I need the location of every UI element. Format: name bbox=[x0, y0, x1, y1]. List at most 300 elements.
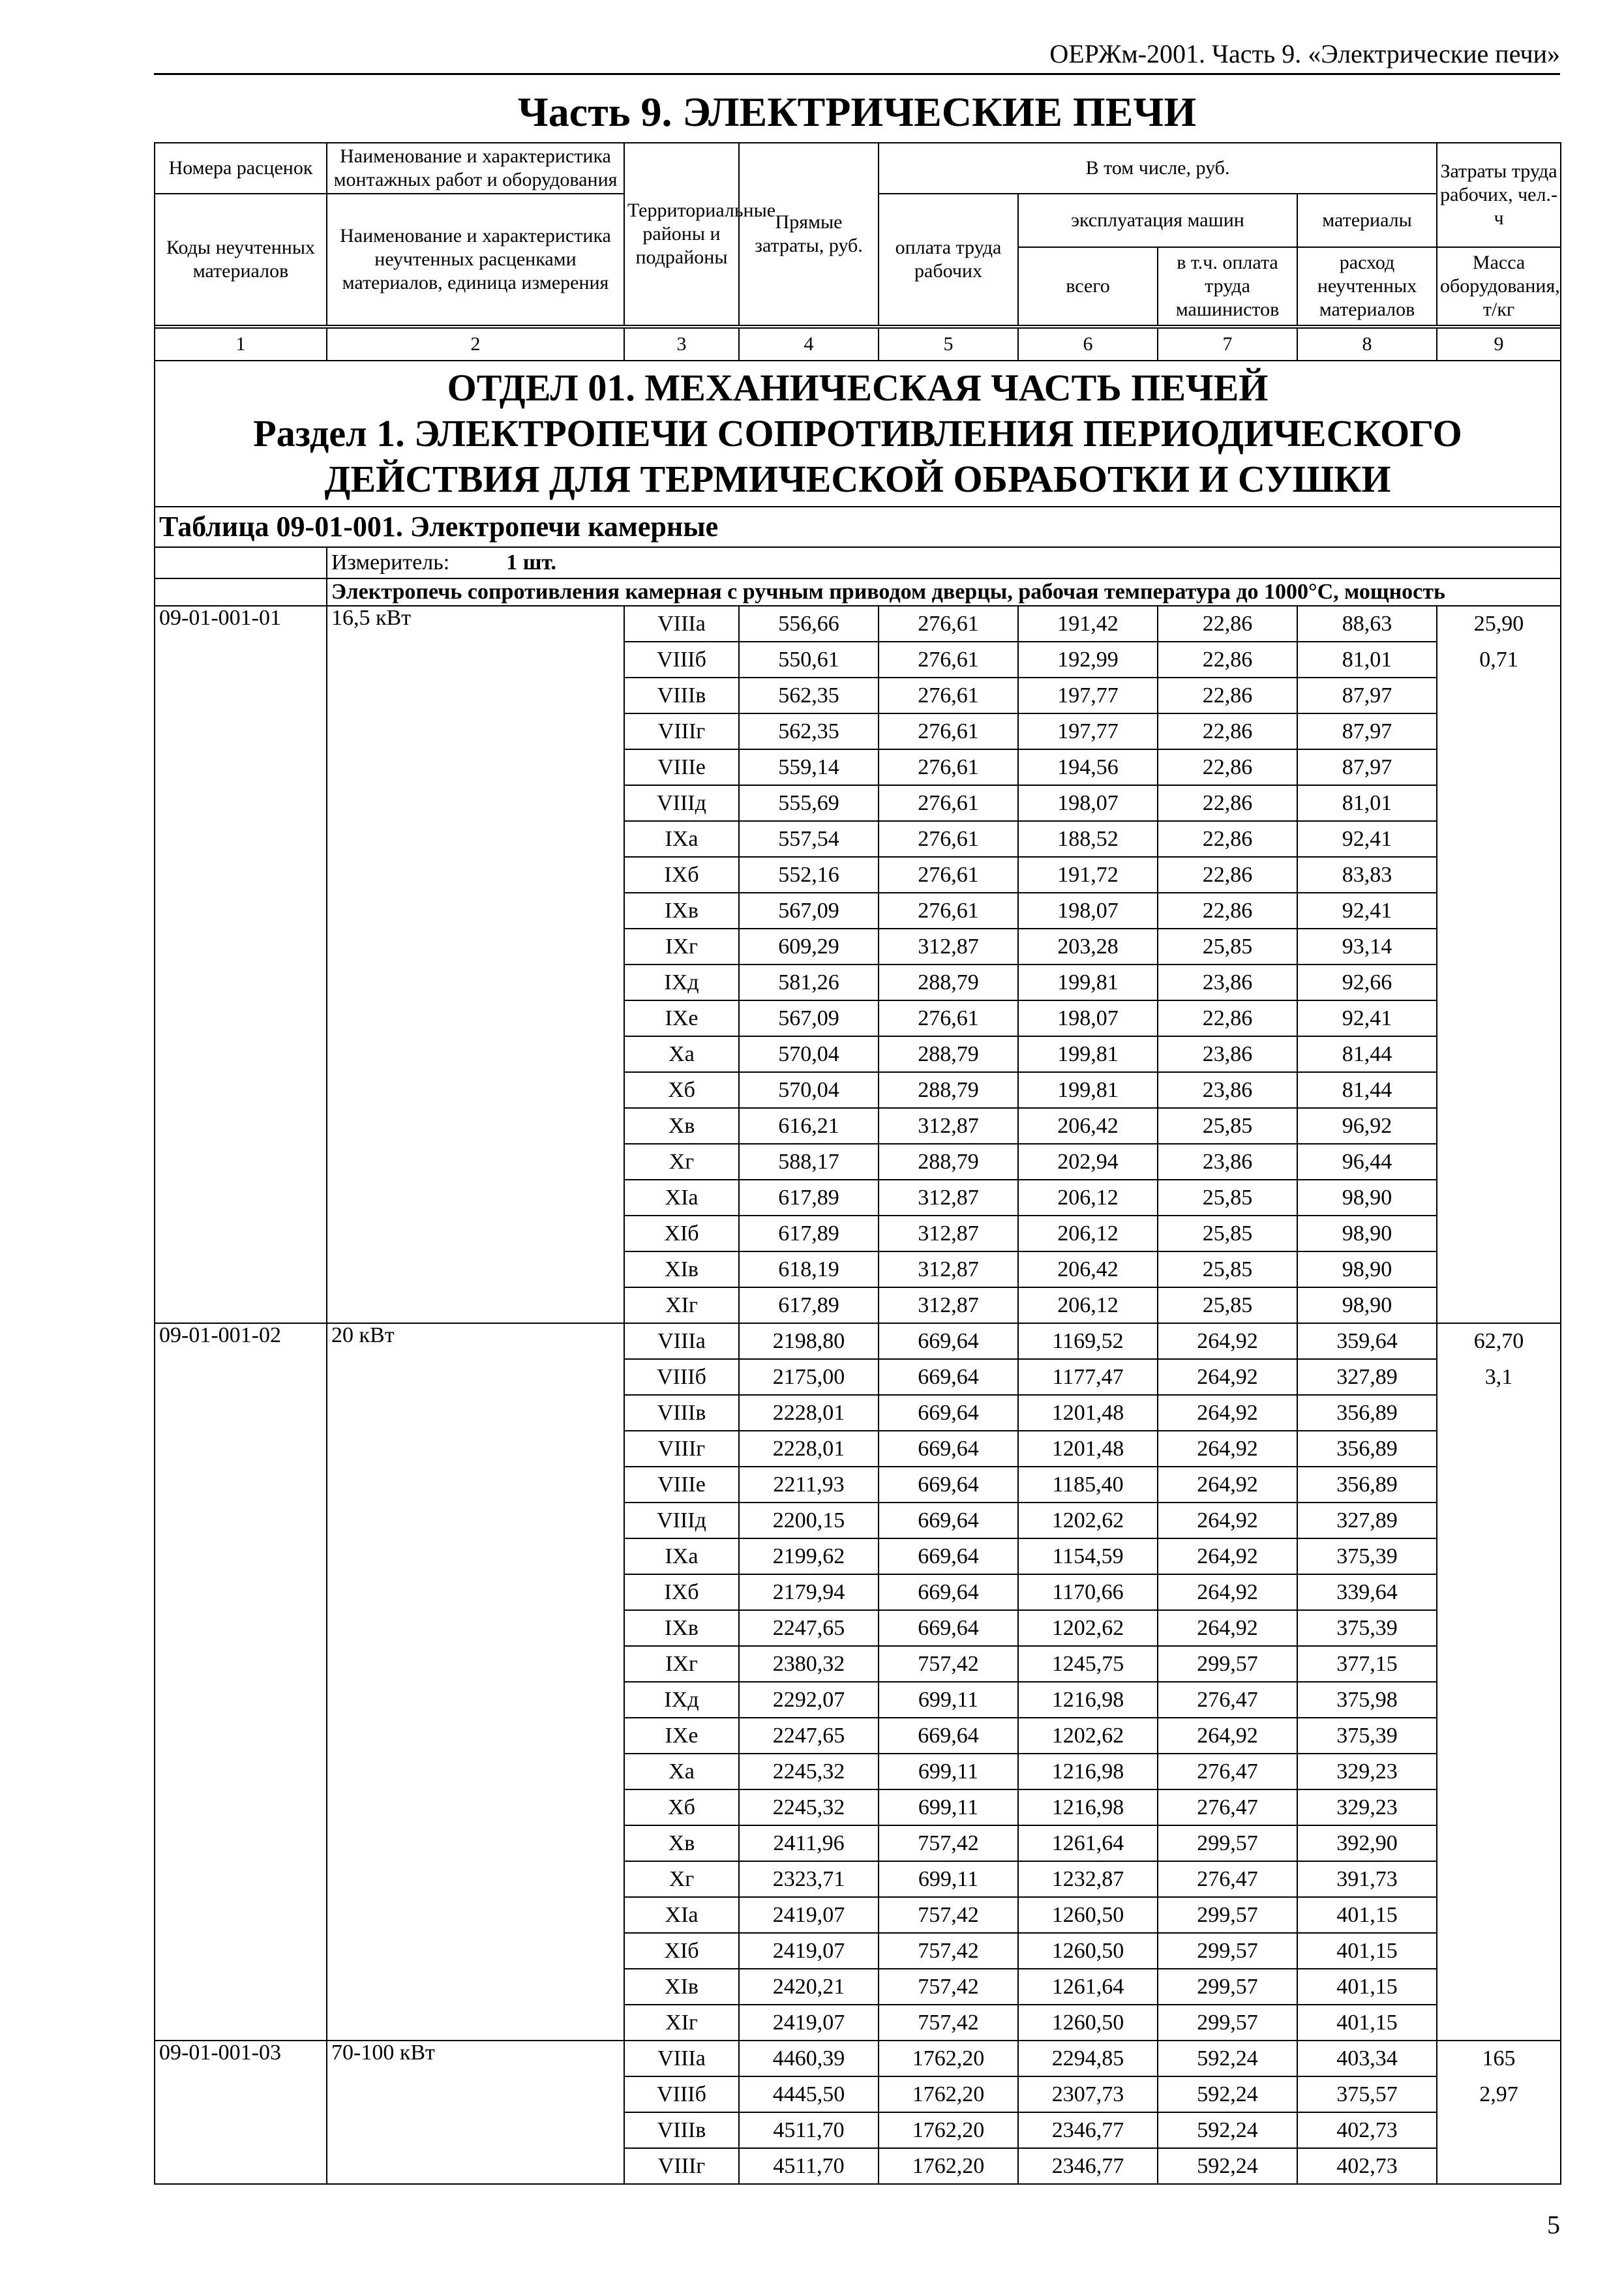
machinist-pay-cell: 592,24 bbox=[1158, 2076, 1297, 2112]
machinist-pay-cell: 25,85 bbox=[1158, 1251, 1297, 1287]
materials-cell: 375,39 bbox=[1297, 1538, 1437, 1574]
machinist-pay-cell: 23,86 bbox=[1158, 1144, 1297, 1180]
worker-pay-cell: 699,11 bbox=[879, 1861, 1018, 1897]
worker-pay-cell: 312,87 bbox=[879, 1287, 1018, 1323]
machinist-pay-cell: 264,92 bbox=[1158, 1503, 1297, 1538]
machinist-pay-cell: 22,86 bbox=[1158, 642, 1297, 678]
header-materials: материалы bbox=[1297, 194, 1437, 247]
direct-costs-cell: 2211,93 bbox=[739, 1467, 879, 1503]
materials-cell: 327,89 bbox=[1297, 1359, 1437, 1395]
direct-costs-cell: 2292,07 bbox=[739, 1682, 879, 1718]
empty-cell bbox=[1437, 1144, 1561, 1180]
direct-costs-cell: 2228,01 bbox=[739, 1431, 879, 1467]
machines-total-cell: 1216,98 bbox=[1018, 1789, 1158, 1825]
materials-cell: 356,89 bbox=[1297, 1395, 1437, 1431]
table-title: Таблица 09-01-001. Электропечи камерные bbox=[155, 507, 1561, 547]
direct-costs-cell: 581,26 bbox=[739, 965, 879, 1000]
direct-costs-cell: 567,09 bbox=[739, 893, 879, 929]
machinist-pay-cell: 22,86 bbox=[1158, 785, 1297, 821]
machinist-pay-cell: 299,57 bbox=[1158, 1897, 1297, 1933]
materials-cell: 93,14 bbox=[1297, 929, 1437, 965]
materials-cell: 401,15 bbox=[1297, 1969, 1437, 2005]
machinist-pay-cell: 299,57 bbox=[1158, 1969, 1297, 2005]
district-cell: VIIIв bbox=[624, 2112, 739, 2148]
column-number: 5 bbox=[879, 328, 1018, 361]
header-including: В том числе, руб. bbox=[879, 143, 1437, 194]
direct-costs-cell: 2245,32 bbox=[739, 1789, 879, 1825]
empty-cell bbox=[1437, 857, 1561, 893]
machines-total-cell: 1185,40 bbox=[1018, 1467, 1158, 1503]
empty-cell bbox=[1437, 1969, 1561, 2005]
worker-pay-cell: 669,64 bbox=[879, 1323, 1018, 1359]
table-header bbox=[155, 143, 1561, 325]
worker-pay-cell: 757,42 bbox=[879, 1897, 1018, 1933]
materials-cell: 96,92 bbox=[1297, 1108, 1437, 1144]
worker-pay-cell: 1762,20 bbox=[879, 2112, 1018, 2148]
direct-costs-cell: 570,04 bbox=[739, 1072, 879, 1108]
razdel-title: Раздел 1. ЭЛЕКТРОПЕЧИ СОПРОТИВЛЕНИЯ ПЕРИОДИЧЕСКОГО ДЕЙСТВИЯ ДЛЯ ТЕРМИЧЕСКОЙ ОБРАБОТКИ И СУШКИ bbox=[253, 412, 1462, 500]
equipment-mass-cell: 0,71 bbox=[1437, 642, 1561, 678]
machines-total-cell: 191,42 bbox=[1018, 606, 1158, 642]
district-cell: IXа bbox=[624, 821, 739, 857]
machines-total-cell: 1260,50 bbox=[1018, 1897, 1158, 1933]
materials-cell: 375,39 bbox=[1297, 1718, 1437, 1754]
rate-code: 09-01-001-02 bbox=[155, 1323, 327, 2041]
materials-cell: 403,34 bbox=[1297, 2041, 1437, 2076]
machines-total-cell: 1232,87 bbox=[1018, 1861, 1158, 1897]
machines-total-cell: 1216,98 bbox=[1018, 1682, 1158, 1718]
direct-costs-cell: 2380,32 bbox=[739, 1646, 879, 1682]
direct-costs-cell: 2228,01 bbox=[739, 1395, 879, 1431]
direct-costs-cell: 588,17 bbox=[739, 1144, 879, 1180]
worker-pay-cell: 276,61 bbox=[879, 857, 1018, 893]
machines-total-cell: 206,12 bbox=[1018, 1287, 1158, 1323]
materials-cell: 402,73 bbox=[1297, 2148, 1437, 2184]
machinist-pay-cell: 276,47 bbox=[1158, 1682, 1297, 1718]
empty-cell bbox=[1437, 1825, 1561, 1861]
machines-total-cell: 202,94 bbox=[1018, 1144, 1158, 1180]
direct-costs-cell: 555,69 bbox=[739, 785, 879, 821]
machinist-pay-cell: 23,86 bbox=[1158, 965, 1297, 1000]
header-labor-costs: Затраты труда рабочих, чел.-ч bbox=[1437, 143, 1561, 247]
direct-costs-cell: 2420,21 bbox=[739, 1969, 879, 2005]
district-cell: VIIIд bbox=[624, 785, 739, 821]
description-row bbox=[155, 578, 1561, 606]
direct-costs-cell: 552,16 bbox=[739, 857, 879, 893]
machines-total-cell: 188,52 bbox=[1018, 821, 1158, 857]
materials-cell: 329,23 bbox=[1297, 1754, 1437, 1789]
district-cell: IXв bbox=[624, 893, 739, 929]
district-cell: VIIIв bbox=[624, 1395, 739, 1431]
empty-cell bbox=[1437, 893, 1561, 929]
machines-total-cell: 1245,75 bbox=[1018, 1646, 1158, 1682]
direct-costs-cell: 617,89 bbox=[739, 1287, 879, 1323]
header-machine-operation: эксплуатация машин bbox=[1018, 194, 1297, 247]
section-heading-row bbox=[155, 361, 1561, 507]
materials-cell: 391,73 bbox=[1297, 1861, 1437, 1897]
machinist-pay-cell: 592,24 bbox=[1158, 2041, 1297, 2076]
district-cell: VIIIе bbox=[624, 1467, 739, 1503]
direct-costs-cell: 570,04 bbox=[739, 1036, 879, 1072]
direct-costs-cell: 556,66 bbox=[739, 606, 879, 642]
district-cell: Xг bbox=[624, 1861, 739, 1897]
district-cell: IXг bbox=[624, 1646, 739, 1682]
machines-total-cell: 198,07 bbox=[1018, 785, 1158, 821]
direct-costs-cell: 2323,71 bbox=[739, 1861, 879, 1897]
machines-total-cell: 1261,64 bbox=[1018, 1825, 1158, 1861]
worker-pay-cell: 669,64 bbox=[879, 1718, 1018, 1754]
table-title-row bbox=[155, 507, 1561, 547]
direct-costs-cell: 4460,39 bbox=[739, 2041, 879, 2076]
machines-total-cell: 1202,62 bbox=[1018, 1610, 1158, 1646]
district-cell: IXг bbox=[624, 929, 739, 965]
machines-total-cell: 2307,73 bbox=[1018, 2076, 1158, 2112]
materials-cell: 401,15 bbox=[1297, 2005, 1437, 2041]
table-row bbox=[155, 2041, 1561, 2076]
machines-total-cell: 1154,59 bbox=[1018, 1538, 1158, 1574]
district-cell: VIIIд bbox=[624, 1503, 739, 1538]
worker-pay-cell: 312,87 bbox=[879, 1180, 1018, 1216]
district-cell: Xб bbox=[624, 1072, 739, 1108]
materials-cell: 401,15 bbox=[1297, 1897, 1437, 1933]
table-body bbox=[155, 325, 1561, 2184]
worker-pay-cell: 276,61 bbox=[879, 893, 1018, 929]
empty-cell bbox=[1437, 678, 1561, 713]
empty-cell bbox=[1437, 1395, 1561, 1431]
worker-pay-cell: 312,87 bbox=[879, 929, 1018, 965]
machinist-pay-cell: 25,85 bbox=[1158, 1180, 1297, 1216]
empty-cell bbox=[1437, 965, 1561, 1000]
district-cell: VIIIв bbox=[624, 678, 739, 713]
materials-cell: 87,97 bbox=[1297, 678, 1437, 713]
worker-pay-cell: 699,11 bbox=[879, 1682, 1018, 1718]
machinist-pay-cell: 299,57 bbox=[1158, 1825, 1297, 1861]
worker-pay-cell: 288,79 bbox=[879, 1036, 1018, 1072]
worker-pay-cell: 1762,20 bbox=[879, 2076, 1018, 2112]
machinist-pay-cell: 264,92 bbox=[1158, 1718, 1297, 1754]
machinist-pay-cell: 276,47 bbox=[1158, 1861, 1297, 1897]
machines-total-cell: 206,42 bbox=[1018, 1251, 1158, 1287]
machines-total-cell: 206,12 bbox=[1018, 1180, 1158, 1216]
header-direct-costs: Прямые затраты, руб. bbox=[739, 143, 879, 325]
machinist-pay-cell: 264,92 bbox=[1158, 1538, 1297, 1574]
materials-cell: 88,63 bbox=[1297, 606, 1437, 642]
district-cell: IXе bbox=[624, 1718, 739, 1754]
direct-costs-cell: 562,35 bbox=[739, 713, 879, 749]
worker-pay-cell: 312,87 bbox=[879, 1251, 1018, 1287]
empty-cell bbox=[1437, 2112, 1561, 2148]
empty-cell bbox=[1437, 1933, 1561, 1969]
machinist-pay-cell: 264,92 bbox=[1158, 1574, 1297, 1610]
direct-costs-cell: 559,14 bbox=[739, 749, 879, 785]
measure-value: 1 шт. bbox=[506, 550, 557, 575]
machinist-pay-cell: 299,57 bbox=[1158, 2005, 1297, 2041]
direct-costs-cell: 618,19 bbox=[739, 1251, 879, 1287]
materials-cell: 98,90 bbox=[1297, 1287, 1437, 1323]
worker-pay-cell: 669,64 bbox=[879, 1431, 1018, 1467]
district-cell: VIIIа bbox=[624, 1323, 739, 1359]
materials-cell: 401,15 bbox=[1297, 1933, 1437, 1969]
materials-cell: 81,44 bbox=[1297, 1072, 1437, 1108]
empty-cell bbox=[1437, 2005, 1561, 2041]
machinist-pay-cell: 264,92 bbox=[1158, 1467, 1297, 1503]
worker-pay-cell: 699,11 bbox=[879, 1754, 1018, 1789]
machinist-pay-cell: 299,57 bbox=[1158, 1933, 1297, 1969]
empty-cell bbox=[1437, 1682, 1561, 1718]
district-cell: XIа bbox=[624, 1897, 739, 1933]
district-cell: Xв bbox=[624, 1825, 739, 1861]
worker-pay-cell: 757,42 bbox=[879, 1933, 1018, 1969]
labor-costs-cell: 25,90 bbox=[1437, 606, 1561, 642]
measure-row bbox=[155, 547, 1561, 578]
page-number: 5 bbox=[1547, 2210, 1560, 2239]
machines-total-cell: 203,28 bbox=[1018, 929, 1158, 965]
materials-cell: 92,41 bbox=[1297, 893, 1437, 929]
empty-cell bbox=[1437, 1036, 1561, 1072]
empty-cell bbox=[1437, 1538, 1561, 1574]
direct-costs-cell: 616,21 bbox=[739, 1108, 879, 1144]
worker-pay-cell: 669,64 bbox=[879, 1467, 1018, 1503]
empty-cell bbox=[1437, 821, 1561, 857]
direct-costs-cell: 2419,07 bbox=[739, 1897, 879, 1933]
empty-cell bbox=[1437, 1754, 1561, 1789]
materials-cell: 81,01 bbox=[1297, 642, 1437, 678]
direct-costs-cell: 2245,32 bbox=[739, 1754, 879, 1789]
empty-cell bbox=[1437, 785, 1561, 821]
worker-pay-cell: 276,61 bbox=[879, 821, 1018, 857]
table-row bbox=[155, 606, 1561, 642]
worker-pay-cell: 669,64 bbox=[879, 1574, 1018, 1610]
district-cell: IXб bbox=[624, 857, 739, 893]
machines-total-cell: 198,07 bbox=[1018, 1000, 1158, 1036]
empty-cell bbox=[1437, 1287, 1561, 1323]
direct-costs-cell: 2419,07 bbox=[739, 2005, 879, 2041]
direct-costs-cell: 2198,80 bbox=[739, 1323, 879, 1359]
materials-cell: 402,73 bbox=[1297, 2112, 1437, 2148]
materials-cell: 392,90 bbox=[1297, 1825, 1437, 1861]
empty-cell bbox=[1437, 1718, 1561, 1754]
table-row bbox=[155, 1323, 1561, 1359]
district-cell: Xв bbox=[624, 1108, 739, 1144]
worker-pay-cell: 312,87 bbox=[879, 1108, 1018, 1144]
part-title: Часть 9. ЭЛЕКТРИЧЕСКИЕ ПЕЧИ bbox=[517, 89, 1197, 135]
worker-pay-cell: 1762,20 bbox=[879, 2148, 1018, 2184]
labor-costs-cell: 62,70 bbox=[1437, 1323, 1561, 1359]
district-cell: VIIIг bbox=[624, 1431, 739, 1467]
machines-total-cell: 198,07 bbox=[1018, 893, 1158, 929]
machinist-pay-cell: 264,92 bbox=[1158, 1395, 1297, 1431]
empty-cell bbox=[1437, 1431, 1561, 1467]
worker-pay-cell: 669,64 bbox=[879, 1538, 1018, 1574]
labor-costs-cell: 165 bbox=[1437, 2041, 1561, 2076]
header-equipment-mass: Масса оборудования, т/кг bbox=[1437, 247, 1561, 325]
district-cell: XIб bbox=[624, 1933, 739, 1969]
machinist-pay-cell: 23,86 bbox=[1158, 1036, 1297, 1072]
district-cell: IXа bbox=[624, 1538, 739, 1574]
column-number: 2 bbox=[327, 328, 624, 361]
machines-total-cell: 197,77 bbox=[1018, 713, 1158, 749]
direct-costs-cell: 4445,50 bbox=[739, 2076, 879, 2112]
header-machinist-pay: в т.ч. оплата труда машинистов bbox=[1158, 247, 1297, 325]
direct-costs-cell: 2247,65 bbox=[739, 1718, 879, 1754]
machinist-pay-cell: 264,92 bbox=[1158, 1610, 1297, 1646]
machinist-pay-cell: 264,92 bbox=[1158, 1431, 1297, 1467]
empty-cell bbox=[1437, 1610, 1561, 1646]
worker-pay-cell: 757,42 bbox=[879, 1969, 1018, 2005]
empty-cell bbox=[1437, 1897, 1561, 1933]
machinist-pay-cell: 22,86 bbox=[1158, 749, 1297, 785]
machinist-pay-cell: 22,86 bbox=[1158, 713, 1297, 749]
materials-cell: 83,83 bbox=[1297, 857, 1437, 893]
district-cell: VIIIа bbox=[624, 606, 739, 642]
empty-cell bbox=[1437, 1000, 1561, 1036]
machines-total-cell: 1177,47 bbox=[1018, 1359, 1158, 1395]
machinist-pay-cell: 22,86 bbox=[1158, 606, 1297, 642]
machinist-pay-cell: 299,57 bbox=[1158, 1646, 1297, 1682]
machinist-pay-cell: 22,86 bbox=[1158, 678, 1297, 713]
equipment-mass-cell: 3,1 bbox=[1437, 1359, 1561, 1395]
direct-costs-cell: 2419,07 bbox=[739, 1933, 879, 1969]
machinist-pay-cell: 25,85 bbox=[1158, 1216, 1297, 1251]
district-cell: XIб bbox=[624, 1216, 739, 1251]
materials-cell: 356,89 bbox=[1297, 1467, 1437, 1503]
machines-total-cell: 194,56 bbox=[1018, 749, 1158, 785]
machines-total-cell: 199,81 bbox=[1018, 1036, 1158, 1072]
empty-cell bbox=[1437, 1251, 1561, 1287]
machinist-pay-cell: 592,24 bbox=[1158, 2148, 1297, 2184]
district-cell: Xа bbox=[624, 1036, 739, 1072]
empty-cell bbox=[1437, 929, 1561, 965]
direct-costs-cell: 562,35 bbox=[739, 678, 879, 713]
column-numbers-row bbox=[155, 328, 1561, 361]
materials-cell: 81,01 bbox=[1297, 785, 1437, 821]
rate-code: 09-01-001-01 bbox=[155, 606, 327, 1323]
machines-total-cell: 1216,98 bbox=[1018, 1754, 1158, 1789]
column-number: 8 bbox=[1297, 328, 1437, 361]
direct-costs-cell: 2247,65 bbox=[739, 1610, 879, 1646]
empty-cell bbox=[1437, 713, 1561, 749]
machinist-pay-cell: 592,24 bbox=[1158, 2112, 1297, 2148]
column-number: 3 bbox=[624, 328, 739, 361]
measure-label: Измеритель: bbox=[331, 550, 450, 575]
machinist-pay-cell: 25,85 bbox=[1158, 1108, 1297, 1144]
materials-cell: 339,64 bbox=[1297, 1574, 1437, 1610]
rates-table bbox=[154, 142, 1561, 2185]
machines-total-cell: 206,12 bbox=[1018, 1216, 1158, 1251]
district-cell: XIг bbox=[624, 2005, 739, 2041]
worker-pay-cell: 276,61 bbox=[879, 606, 1018, 642]
district-cell: IXб bbox=[624, 1574, 739, 1610]
equipment-mass-cell: 2,97 bbox=[1437, 2076, 1561, 2112]
equipment-power: 70-100 кВт bbox=[327, 2041, 624, 2184]
worker-pay-cell: 276,61 bbox=[879, 749, 1018, 785]
empty-cell bbox=[1437, 1646, 1561, 1682]
empty-cell bbox=[1437, 1072, 1561, 1108]
empty-cell bbox=[1437, 1180, 1561, 1216]
empty-cell bbox=[1437, 1574, 1561, 1610]
materials-cell: 87,97 bbox=[1297, 713, 1437, 749]
direct-costs-cell: 4511,70 bbox=[739, 2112, 879, 2148]
district-cell: VIIIе bbox=[624, 749, 739, 785]
machines-total-cell: 192,99 bbox=[1018, 642, 1158, 678]
header-material-codes: Коды неучтенных материалов bbox=[155, 194, 327, 325]
machinist-pay-cell: 22,86 bbox=[1158, 821, 1297, 857]
materials-cell: 98,90 bbox=[1297, 1216, 1437, 1251]
header-rate-numbers: Номера расценок bbox=[155, 143, 327, 194]
district-cell: VIIIб bbox=[624, 642, 739, 678]
column-number: 1 bbox=[155, 328, 327, 361]
materials-cell: 92,66 bbox=[1297, 965, 1437, 1000]
header-territorial-districts: Территориальные районы и подрайоны bbox=[624, 143, 739, 325]
worker-pay-cell: 699,11 bbox=[879, 1789, 1018, 1825]
empty-cell bbox=[1437, 2148, 1561, 2184]
worker-pay-cell: 757,42 bbox=[879, 1825, 1018, 1861]
machines-total-cell: 1260,50 bbox=[1018, 2005, 1158, 2041]
district-cell: XIв bbox=[624, 1251, 739, 1287]
machinist-pay-cell: 264,92 bbox=[1158, 1359, 1297, 1395]
worker-pay-cell: 669,64 bbox=[879, 1503, 1018, 1538]
header-machines-total: всего bbox=[1018, 247, 1158, 325]
direct-costs-cell: 617,89 bbox=[739, 1216, 879, 1251]
column-number: 6 bbox=[1018, 328, 1158, 361]
district-cell: VIIIб bbox=[624, 1359, 739, 1395]
district-cell: VIIIг bbox=[624, 2148, 739, 2184]
materials-cell: 92,41 bbox=[1297, 821, 1437, 857]
machines-total-cell: 1261,64 bbox=[1018, 1969, 1158, 2005]
materials-cell: 81,44 bbox=[1297, 1036, 1437, 1072]
worker-pay-cell: 1762,20 bbox=[879, 2041, 1018, 2076]
direct-costs-cell: 609,29 bbox=[739, 929, 879, 965]
worker-pay-cell: 757,42 bbox=[879, 2005, 1018, 2041]
machines-total-cell: 2346,77 bbox=[1018, 2112, 1158, 2148]
direct-costs-cell: 4511,70 bbox=[739, 2148, 879, 2184]
machinist-pay-cell: 25,85 bbox=[1158, 929, 1297, 965]
district-cell: VIIIа bbox=[624, 2041, 739, 2076]
direct-costs-cell: 2411,96 bbox=[739, 1825, 879, 1861]
machinist-pay-cell: 22,86 bbox=[1158, 857, 1297, 893]
machines-total-cell: 206,42 bbox=[1018, 1108, 1158, 1144]
worker-pay-cell: 276,61 bbox=[879, 785, 1018, 821]
materials-cell: 375,57 bbox=[1297, 2076, 1437, 2112]
worker-pay-cell: 276,61 bbox=[879, 678, 1018, 713]
empty-cell bbox=[1437, 1861, 1561, 1897]
header-work-name: Наименование и характеристика монтажных работ и оборудования bbox=[327, 143, 624, 194]
rate-code: 09-01-001-03 bbox=[155, 2041, 327, 2184]
district-cell: XIв bbox=[624, 1969, 739, 2005]
machines-total-cell: 1201,48 bbox=[1018, 1431, 1158, 1467]
worker-pay-cell: 288,79 bbox=[879, 965, 1018, 1000]
empty-cell bbox=[1437, 1108, 1561, 1144]
machines-total-cell: 191,72 bbox=[1018, 857, 1158, 893]
machines-total-cell: 1202,62 bbox=[1018, 1503, 1158, 1538]
column-number: 7 bbox=[1158, 328, 1297, 361]
materials-cell: 377,15 bbox=[1297, 1646, 1437, 1682]
worker-pay-cell: 276,61 bbox=[879, 1000, 1018, 1036]
worker-pay-cell: 312,87 bbox=[879, 1216, 1018, 1251]
materials-cell: 359,64 bbox=[1297, 1323, 1437, 1359]
district-cell: XIа bbox=[624, 1180, 739, 1216]
materials-cell: 96,44 bbox=[1297, 1144, 1437, 1180]
district-cell: IXе bbox=[624, 1000, 739, 1036]
machines-total-cell: 1201,48 bbox=[1018, 1395, 1158, 1431]
machines-total-cell: 2294,85 bbox=[1018, 2041, 1158, 2076]
district-cell: VIIIб bbox=[624, 2076, 739, 2112]
direct-costs-cell: 2175,00 bbox=[739, 1359, 879, 1395]
equipment-power: 20 кВт bbox=[327, 1323, 624, 2041]
machinist-pay-cell: 23,86 bbox=[1158, 1072, 1297, 1108]
materials-cell: 327,89 bbox=[1297, 1503, 1437, 1538]
machines-total-cell: 199,81 bbox=[1018, 965, 1158, 1000]
